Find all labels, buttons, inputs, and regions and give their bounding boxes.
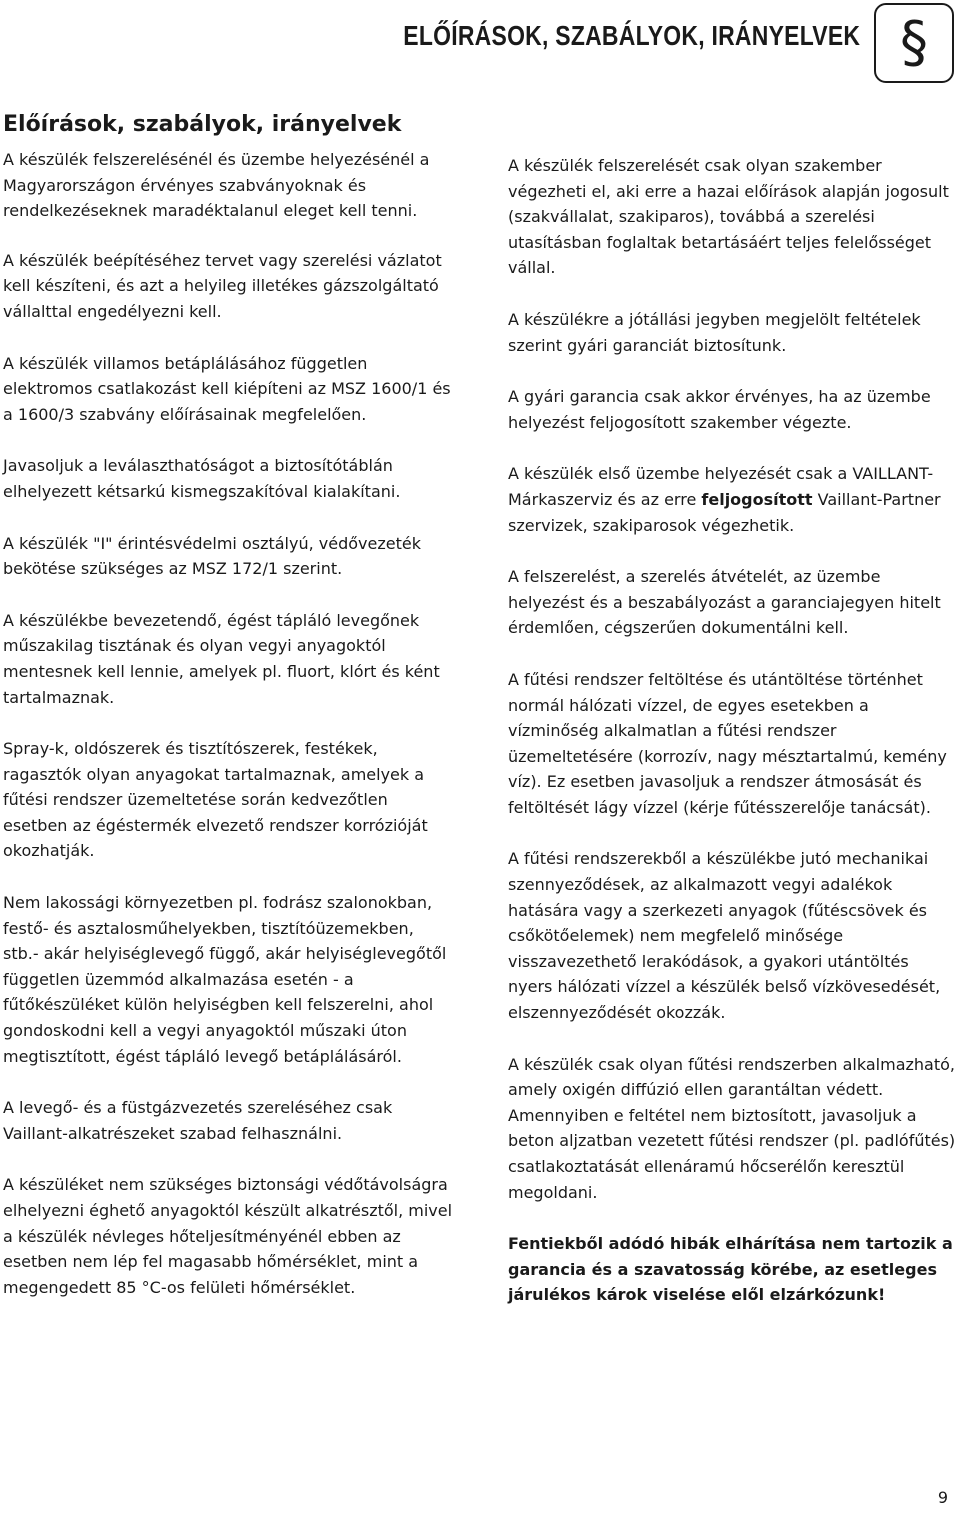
paragraph: Spray-k, oldószerek és tisztítószerek, festékek, ragasztók olyan anyagokat tartalmaznak, amelyek a fűtési rendszer üzemeltetése során kedvezőtlen esetben az égéstermék elvezető rendszer korrózióját okozhatják. bbox=[3, 739, 428, 861]
page-number: 9 bbox=[937, 1488, 948, 1507]
warranty-text-before: A készülék első üzembe helyezését csak a VAILLANT-Márkaszerviz és az erre bbox=[508, 464, 934, 509]
warranty-text-bold: feljogosított bbox=[701, 489, 813, 509]
paragraph: A fűtési rendszer feltöltése és utántöltése történhet normál hálózati vízzel, de egyes esetekben a vízminőség alkalmatlan a fűtési rendszer üzemeltetésére (korrozív, nagy mésztartalmú, kemény víz). Ez esetben javasoljuk a rendszer átmosását és feltöltését lágy vízzel (kérje fűtésszerelője tanácsát). bbox=[508, 669, 947, 817]
paragraph: A készülék csak olyan fűtési rendszerben alkalmazható, amely oxigén diffúzió ellen garantáltan védett. Amennyiben e feltétel nem biztosított, javasoljuk a beton aljzatban vezetett fűtési rendszer (pl. padlófűtés) csatlakoztatását ellenáramú hőcserélőn keresztül megoldani. bbox=[508, 1054, 956, 1202]
paragraph: A készülék felszerelésénél és üzembe helyezésénél a Magyarországon érvényes szabványoknak és rendelkezéseknek maradéktalanul eleget kell tenni. bbox=[3, 150, 430, 221]
header-title: ELŐÍRÁSOK, SZABÁLYOK, IRÁNYELVEK bbox=[403, 20, 860, 51]
paragraph: A készülékbe bevezetendő, égést tápláló levegőnek műszakilag tisztának és olyan vegyi anyagoktól mentesnek kell lennie, amelyek pl. fluort, klórt és ként tartalmaznak. bbox=[3, 610, 440, 707]
paragraph: A készülék felszerelését csak olyan szakember végezheti el, aki erre a hazai előírások alapján jogosult (szakvállalat, szakiparos), továbbá a szerelési utasításban foglaltak betartásáért teljes felelősséget vállal. bbox=[508, 156, 949, 278]
section-symbol-icon: § bbox=[874, 3, 954, 83]
paragraph: Nem lakossági környezetben pl. fodrász szalonokban, festő- és asztalosműhelyekben, tisztítóüzemekben, stb.- akár helyiséglevegő függő, akár helyiséglevegőtől független üzemmód alkalmazása esetén - a fűtőkészüléket külön helyiségben kell felszerelni, ahol gondoskodni kell a vegyi anyagoktól műszaki úton megtisztított, égést tápláló levegő betáplálásáról. bbox=[3, 893, 447, 1066]
warranty-text-after: Vaillant-Partner szervizek, szakiparosok végezhetik. bbox=[508, 489, 941, 535]
right-column bbox=[508, 153, 956, 1334]
closing-notice: Fentiekből adódó hibák elhárítása nem tartozik a garancia és a szavatosság körébe, az esetleges járulékos károk viselése elől elzárkózunk! bbox=[508, 1234, 953, 1305]
left-column bbox=[3, 147, 453, 1326]
page-title: Előírások, szabályok, irányelvek bbox=[3, 112, 402, 137]
paragraph: A készülék beépítéséhez tervet vagy szerelési vázlatot kell készíteni, és azt a helyileg illetékes gázszolgáltató vállalttal engedélyezni kell. bbox=[3, 250, 442, 321]
paragraph: A gyári garancia csak akkor érvényes, ha az üzembe helyezést feljogosított szakember végezte. bbox=[508, 387, 931, 432]
paragraph: A levegő- és a füstgázvezetés szereléséhez csak Vaillant-alkatrészeket szabad felhasználni. bbox=[3, 1098, 393, 1143]
paragraph: A felszerelést, a szerelés átvételét, az üzembe helyezést és a beszabályozást a garanciajegyen hitelt érdemlően, cégszerűen dokumentálni kell. bbox=[508, 567, 941, 638]
paragraph: Javasoljuk a leválaszthatóságot a biztosítótáblán elhelyezett kétsarkú kismegszakítóval kialakítani. bbox=[3, 456, 401, 501]
warranty-paragraph bbox=[508, 461, 956, 538]
paragraph: A fűtési rendszerekből a készülékbe jutó mechanikai szennyeződések, az alkalmazott vegyi adalékok hatására vagy a szerkezeti anyagok (fűtéscsövek és csőkötőelemek) nem megfelelő minősége visszavezethető lerakódások, a gyakori utántöltés nyers hálózati vízzel a készülék belső vízkövesedését, elszennyeződését okozzák. bbox=[508, 849, 941, 1023]
paragraph: A készülék "I" érintésvédelmi osztályú, védővezeték bekötése szükséges az MSZ 172/1 szerint. bbox=[3, 533, 421, 579]
paragraph: A készülékre a jótállási jegyben megjelölt feltételek szerint gyári garanciát biztosítunk. bbox=[508, 309, 921, 355]
paragraph: A készüléket nem szükséges biztonsági védőtávolságra elhelyezni éghető anyagoktól készült alkatrésztől, mivel a készülék névleges hőteljesítményénél ebben az esetben nem lép fel magasabb hőmérséklet, mint a megengedett 85 °C-os felületi hőmérséklet. bbox=[3, 1175, 453, 1297]
paragraph: A készülék villamos betáplálásához független elektromos csatlakozást kell kiépíteni az MSZ 1600/1 és a 1600/3 szabvány előírásainak megfelelően. bbox=[3, 353, 451, 424]
